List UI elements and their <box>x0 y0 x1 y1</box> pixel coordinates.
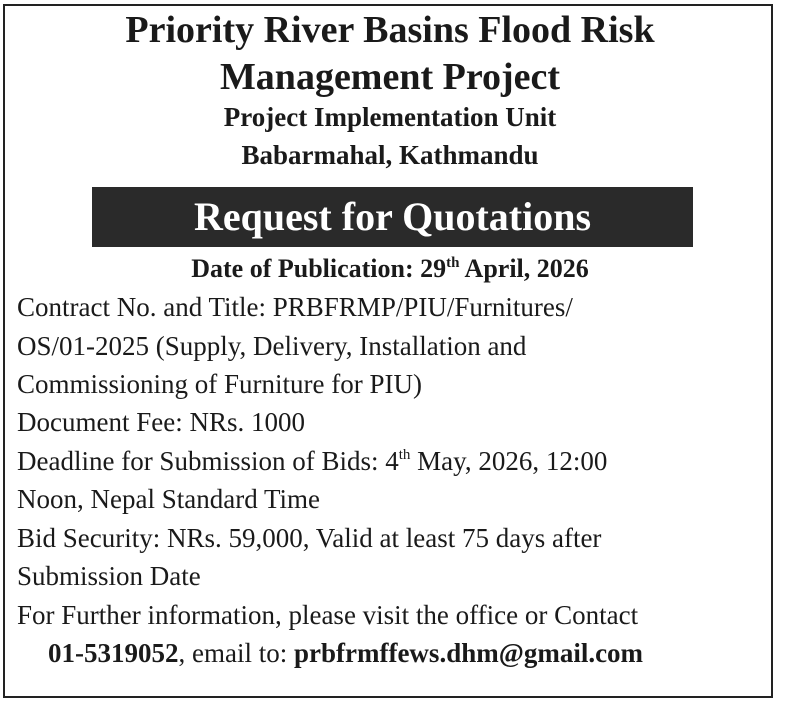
contract-line-2: OS/01-2025 (Supply, Delivery, Installation and <box>17 331 527 361</box>
bid-security-line-2: Submission Date <box>17 561 201 591</box>
deadline-rest: May, 2026, 12:00 <box>410 446 608 476</box>
publication-date <box>0 253 780 285</box>
contract-line-3: Commissioning of Furniture for PIU) <box>17 369 422 399</box>
further-info: For Further information, please visit the office or Contact <box>17 600 639 630</box>
publication-date-label: Date of Publication: 29 <box>191 254 447 283</box>
document-fee: Document Fee: NRs. 1000 <box>17 407 305 437</box>
bid-security-line-1: Bid Security: NRs. 59,000, Valid at least 75 days after <box>17 523 602 553</box>
deadline-line-1 <box>17 445 607 477</box>
implementation-unit: Project Implementation Unit <box>223 102 557 132</box>
deadline-ordinal: th <box>398 447 411 463</box>
contact-phone: 01-5319052 <box>48 638 179 668</box>
project-title-line1: Priority River Basins Flood Risk <box>125 9 655 51</box>
deadline-prefix: Deadline for Submission of Bids: 4 <box>17 446 399 476</box>
publication-date-rest: April, 2026 <box>459 254 589 283</box>
project-title-line2: Management Project <box>219 56 561 98</box>
publication-date-ordinal: th <box>446 255 460 271</box>
contract-line-1: Contract No. and Title: PRBFRMP/PIU/Furnitures/ <box>17 292 573 322</box>
office-location: Babarmahal, Kathmandu <box>241 140 539 170</box>
contact-separator: , email to: <box>178 638 294 668</box>
rfq-banner: Request for Quotations <box>92 187 693 247</box>
contact-line <box>48 637 643 669</box>
deadline-line-2: Noon, Nepal Standard Time <box>17 484 320 514</box>
contact-email: prbfrmffews.dhm@gmail.com <box>293 638 644 668</box>
